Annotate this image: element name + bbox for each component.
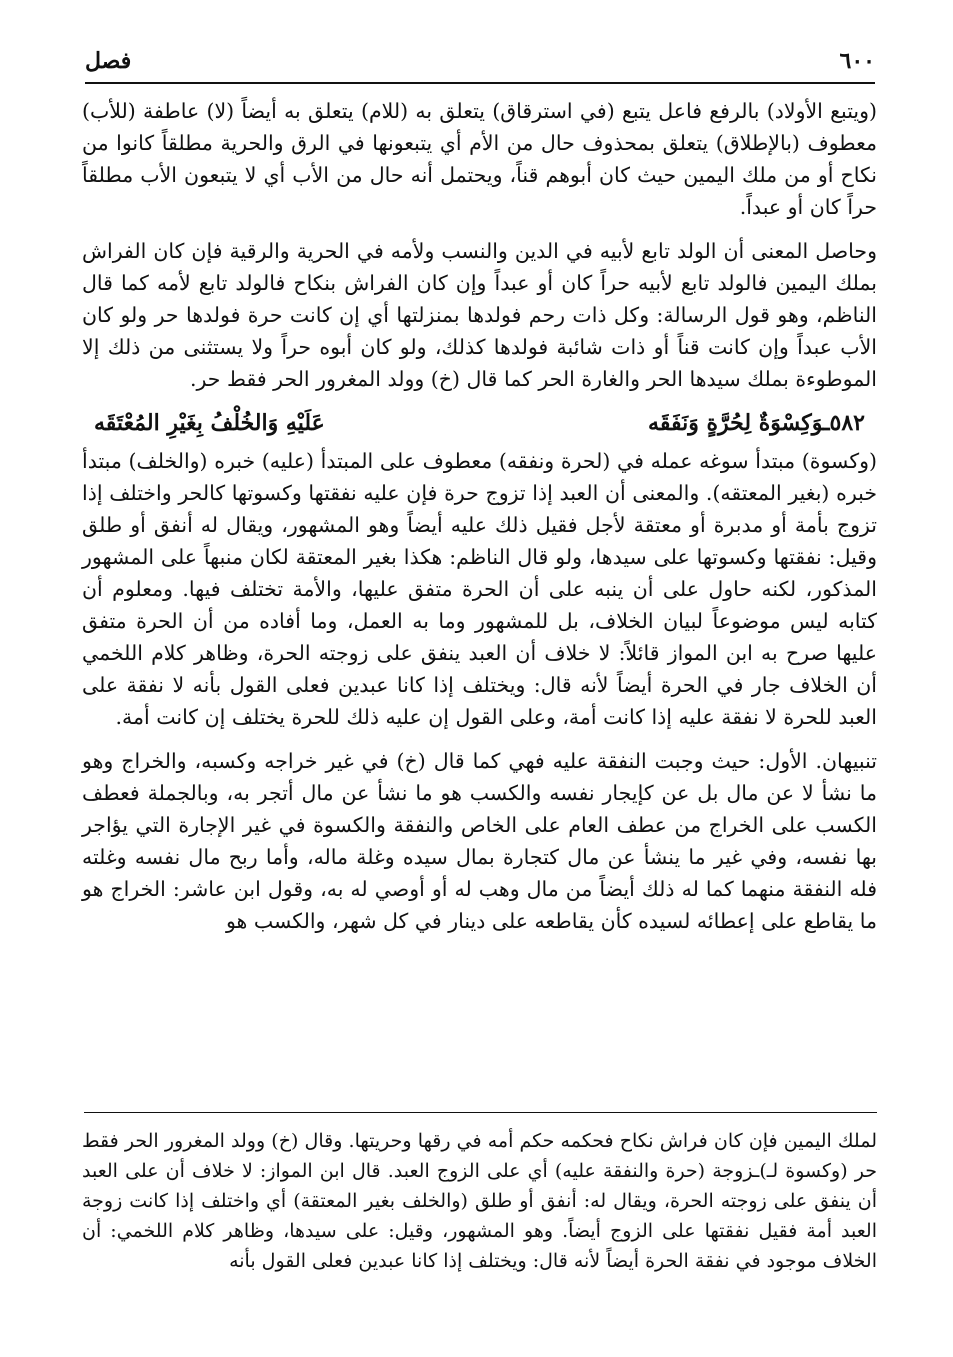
footnote: [82, 1126, 877, 1276]
verse-first-hemistich: وَكِسْوَةٌ لِحُرَّةٍ وَنَفَقَه: [648, 410, 824, 436]
chapter-title: فصل: [85, 48, 132, 74]
poem-verse: [94, 407, 865, 439]
verse-second-hemistich: عَلَيْهِ وَالخُلْفُ بِغَيْرِ المُعْتَقَه: [94, 410, 325, 436]
main-text: [82, 95, 877, 949]
paragraph: (ويتبع الأولاد) بالرفع فاعل يتبع (في استرقاق) يتعلق به (للام) يتعلق به أيضاً (لا) عاطفة (للأب) معطوف (بالإطلاق) يتعلق بمحذوف حال من الأم أي يتبعونها في الرق والحرية مطلقاً كانوا من نكاح أو من ملك اليمين حيث كان أبوهم قناً، ويحتمل أنه حال من الأب أي لا يتبعون الأب مطلقاً حراً كان أو عبداً.: [82, 99, 877, 219]
commentary-paragraph: (وكسوة) مبتدأ سوغه عمله في (لحرة ونفقه) معطوف على المبتدأ (عليه) خبره (والخلف) مبتدأ خبره (بغير المعتقه). والمعنى أن العبد إذا تزوج حرة فإن عليه نفقتها وكسوتها كالحر واختلف إذا تزوج بأمة أو مدبرة أو معتقة لأجل فقيل ذلك عليه أيضاً وهو المشهور، ويقال له أنفق أو طلق وقيل: نفقتها وكسوتها على سيدها، ولو قال الناظم: هكذا بغير المعتقة لكان منبهاً على المشهور المذكور، لكنه حاول على أن ينبه على أن الحرة متفق عليها، والأمة تختلف فيها. ومعلوم أن كتابه ليس موضوعاً لبيان الخلاف، بل للمشهور وما به العمل، وما أفاده من أن الحرة متفق عليها صرح به ابن المواز قائلاً: لا خلاف أن العبد ينفق على زوجته الحرة، وظاهر كلام اللخمي أن الخلاف جار في الحرة أيضاً لأنه قال: ويختلف إذا كانا عبدين فعلى القول بأنه لا نفقة على العبد للحرة لا نفقة عليه إذا كانت أمة، وعلى القول إن عليه ذلك للحرة يختلف إن كانت أمة.: [82, 449, 877, 729]
paragraph: وحاصل المعنى أن الولد تابع لأبيه في الدين والنسب ولأمه في الحرية والرقية فإن كان الفراش بملك اليمين فالولد تابع لأبيه حراً كان أو عبداً وإن كان الفراش بنكاح فالولد تابع لأمه كما قال الناظم، وهو قول الرسالة: وكل ذات رحم فولدها بمنزلتها أي إن كانت حرة فولدها حر ولو كان الأب عبداً وإن كانت قناً أو ذات شائبة فولدها كذلك، ولو كان أبوه حراً ولا يستثنى من ذلك إلا الموطوءة بملك سيدها الحر والغارة الحر كما قال (خ) وولد المغرور الحر فقط حر.: [82, 239, 877, 391]
page-number: ٦٠٠: [839, 48, 875, 74]
page-header: [85, 40, 875, 84]
verse-number: ٥٨٢ـ: [823, 410, 865, 436]
verse-first-half: [648, 407, 865, 439]
footnote-divider: [84, 1112, 877, 1113]
footnote-text: لملك اليمين فإن كان فراش نكاح فحكمه حكم أمه في رقها وحريتها. وقال (خ) وولد المغرور الحر فقط حر (وكسوة لـ)ـزوجة (حرة والنفقة عليه) أي على الزوج العبد. قال ابن المواز: لا خلاف أن على العبد أن ينفق على زوجته الحرة، ويقال له: أنفق أو طلق (والخلف بغير المعتقة) أي واختلف إذا كانت زوجة العبد أمة فقيل نفقتها على الزوج أيضاً. وهو المشهور، وقيل: على سيدها، وظاهر كلام اللخمي: أن الخلاف موجود في نفقة الحرة أيضاً لأنه قال: ويختلف إذا كانا عبدين فعلى القول بأنه: [82, 1130, 877, 1272]
commentary-paragraph: تنبيهان. الأول: حيث وجبت النفقة عليه فهي كما قال (خ) في غير خراجه وكسبه، والخراج وهو ما نشأ لا عن مال بل عن كإيجار نفسه والكسب هو ما نشأ عن مال أتجر به، وبالجملة فعطف الكسب على الخراج من عطف العام على الخاص والنفقة والكسوة في غير الإجارة التي يؤاجر بها نفسه، وفي غير ما ينشأ عن مال كتجارة بمال سيده وغلة ماله، وأما ربح مال نفسه وغلته فله النفقة منهما كما له ذلك أيضاً من مال وهب له أو أوصي له به، وقول ابن عاشر: الخراج هو ما يقاطع على إعطائه لسيده كأن يقاطعه على دينار في كل شهر، والكسب هو: [82, 749, 877, 933]
